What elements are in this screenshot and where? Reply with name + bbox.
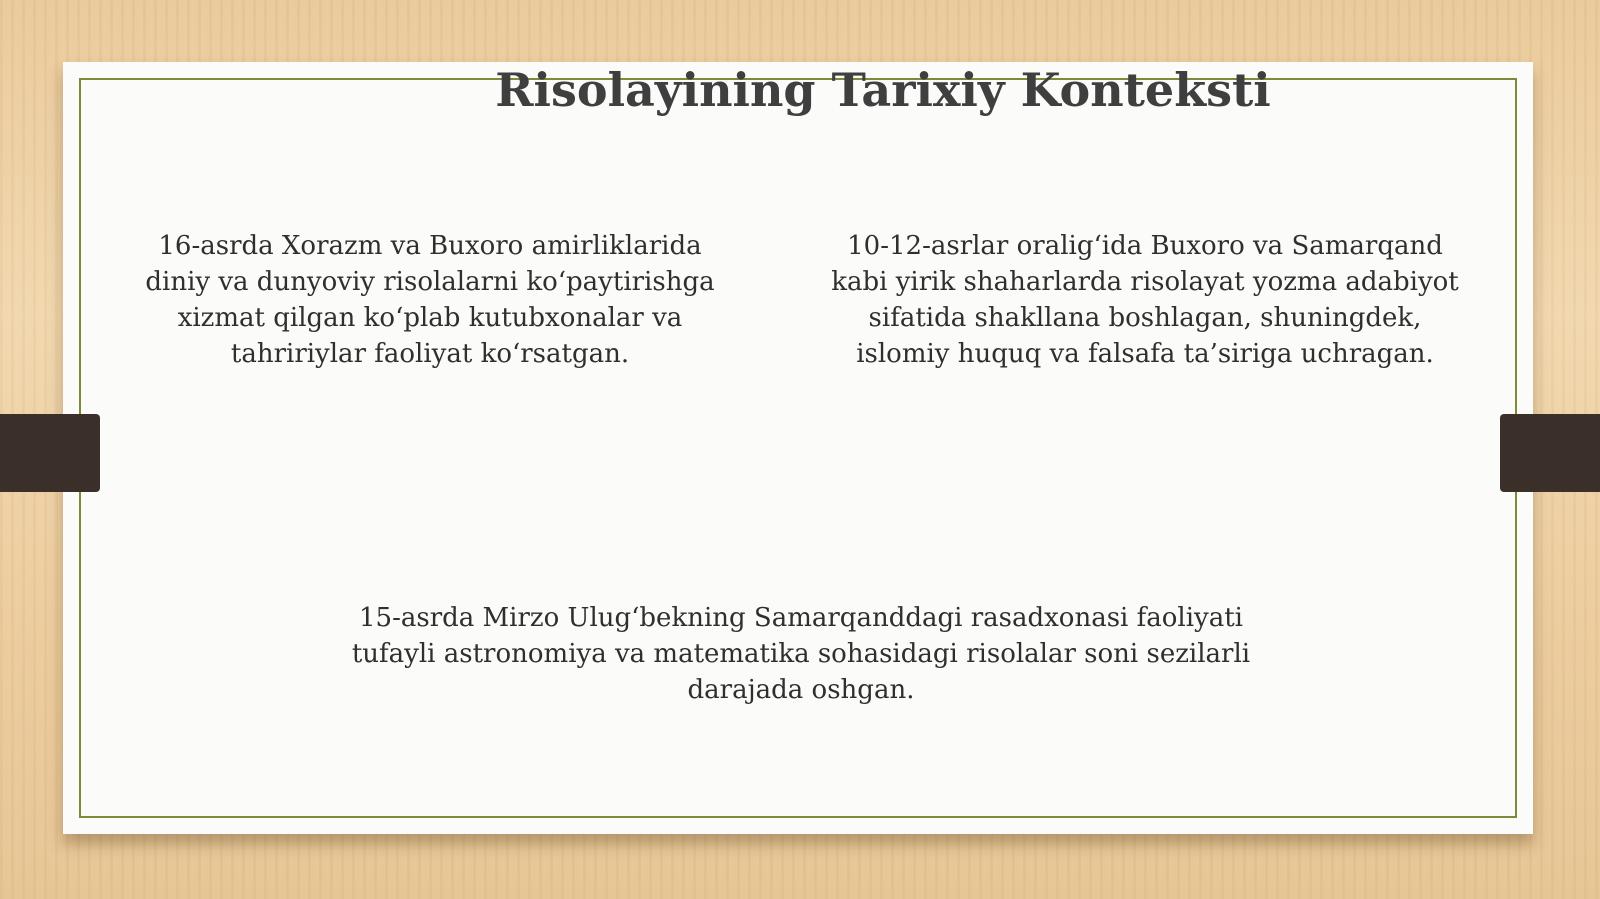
text-line: islomiy huquq va falsafa ta’siriga uchragan. (856, 339, 1434, 369)
text-line: kabi yirik shaharlarda risolayat yozma adabiyot (831, 267, 1459, 297)
text-line: tufayli astronomiya va matematika sohasidagi risolalar soni sezilarli (351, 639, 1251, 669)
text-line: 10-12-asrlar oralig‘ida Buxoro va Samarqand (847, 231, 1443, 261)
text-block-15th-century (300, 600, 1302, 708)
text-line: 15-asrda Mirzo Ulug‘bekning Samarqanddagi rasadxonasi faoliyati (359, 603, 1243, 633)
text-line: diniy va dunyoviy risolalarni ko‘paytirishga (145, 267, 715, 297)
right-binder-tab (1500, 414, 1600, 492)
text-line: darajada oshgan. (687, 675, 915, 705)
left-binder-tab (0, 414, 100, 492)
slide-title: Risolayining Tarixiy Konteksti (495, 63, 1271, 117)
text-line: 16-asrda Xorazm va Buxoro amirliklarida (158, 231, 702, 261)
text-line: sifatida shakllana boshlagan, shuningdek, (868, 303, 1422, 333)
text-block-16th-century (110, 228, 750, 372)
text-block-10-12th-century (795, 228, 1495, 372)
slide-paper (63, 62, 1533, 834)
text-line: tahririylar faoliyat ko‘rsatgan. (230, 339, 630, 369)
text-line: xizmat qilgan ko‘plab kutubxonalar va (177, 303, 683, 333)
